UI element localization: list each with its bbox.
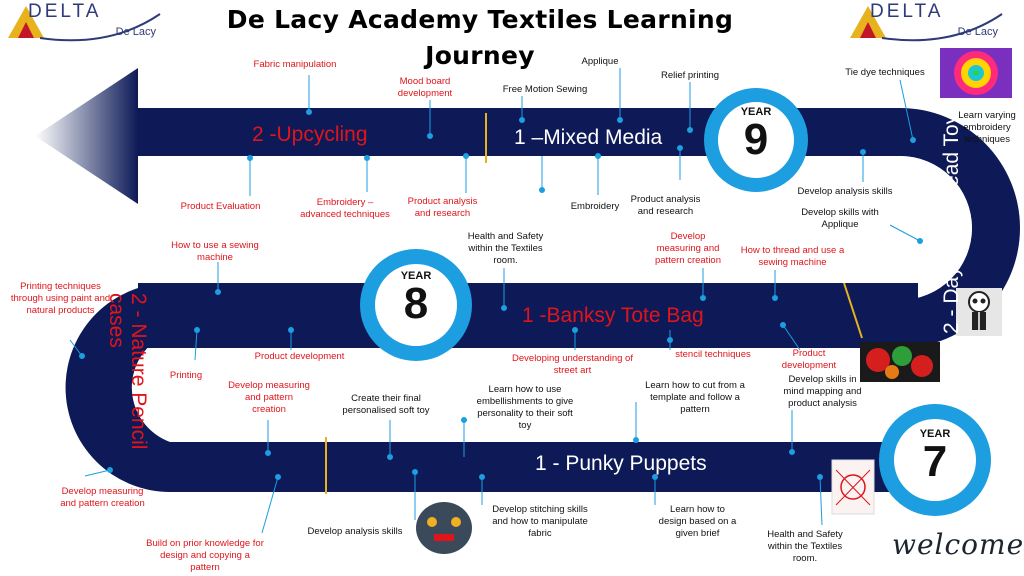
delta-logo-right bbox=[842, 0, 1002, 40]
topic-label: Fabric manipulation bbox=[253, 59, 337, 70]
topic-label: Relief printing bbox=[660, 70, 720, 81]
arrow-head bbox=[35, 68, 138, 204]
logo-sub: De Lacy bbox=[957, 26, 998, 38]
topic-label: Develop measuring and pattern creation bbox=[60, 486, 145, 509]
project-upcycling: 2 -Upcycling bbox=[252, 123, 368, 146]
topic-label: Printing bbox=[169, 370, 203, 381]
topic-label: Developing understanding of street art bbox=[512, 353, 633, 376]
project-nature-pencil-cases: 2 - Nature Pencil cases bbox=[105, 293, 150, 450]
project-punky-puppets: 1 - Punky Puppets bbox=[535, 452, 707, 475]
topic-label: Mood board development bbox=[397, 76, 453, 99]
sketch-image bbox=[832, 460, 874, 514]
topic-label: Product development bbox=[781, 348, 837, 371]
year-number: 9 bbox=[743, 115, 769, 164]
logo-word: DELTA bbox=[870, 1, 944, 22]
topic-label: Health and Safety within the Textiles room. bbox=[767, 529, 843, 564]
topic-label: Tie dye techniques bbox=[845, 67, 925, 78]
year-label: YEAR bbox=[400, 270, 432, 282]
topic-label: Embroidery bbox=[570, 201, 620, 212]
topic-label: Applique bbox=[581, 56, 619, 67]
topic-label: Printing techniques through using paint and natural products bbox=[10, 281, 111, 316]
topic-label: Develop measuring and pattern creation bbox=[228, 380, 310, 415]
topic-label: Develop analysis skills bbox=[307, 526, 403, 537]
topic-label: Product Evaluation bbox=[180, 201, 261, 212]
year-number: 8 bbox=[403, 279, 429, 328]
topic-label: How to thread and use a sewing machine bbox=[740, 245, 845, 268]
year-label: YEAR bbox=[919, 428, 951, 440]
year-8-badge bbox=[386, 270, 446, 326]
topic-label: Embroidery – advanced techniques bbox=[300, 197, 390, 220]
puppet-toy-image bbox=[416, 502, 472, 554]
topic-label: Develop stitching skills and how to manipulate fabric bbox=[492, 504, 588, 539]
topic-label: Learn how to design based on a given brief bbox=[658, 504, 737, 539]
topic-label: Develop skills in mind mapping and product analysis bbox=[783, 374, 862, 409]
topic-label: How to use a sewing machine bbox=[171, 240, 259, 263]
printed-case-image bbox=[860, 342, 940, 382]
topic-label: Learn how to cut from a template and follow a pattern bbox=[645, 380, 745, 415]
topic-label: Learn varying embroidery techniques bbox=[958, 110, 1016, 145]
topic-label: Product analysis and research bbox=[630, 194, 701, 217]
year-label: YEAR bbox=[740, 106, 772, 118]
topic-label: Product analysis and research bbox=[407, 196, 478, 219]
topic-label: Develop analysis skills bbox=[797, 186, 893, 197]
topic-label: Build on prior knowledge for design and copying a pattern bbox=[146, 538, 264, 573]
page-title: De Lacy Academy Textiles Learning Journey bbox=[226, 5, 734, 70]
year-number: 7 bbox=[922, 437, 948, 486]
logo-sub: De Lacy bbox=[115, 26, 156, 38]
welcome-text: welcome bbox=[892, 528, 1024, 561]
delta-logo-left bbox=[0, 0, 160, 40]
topic-label: Develop measuring and pattern creation bbox=[654, 231, 721, 266]
topic-label: Create their final personalised soft toy bbox=[342, 393, 430, 416]
topic-label: Develop skills with Applique bbox=[801, 207, 879, 230]
year-9-badge bbox=[726, 106, 786, 162]
logo-word: DELTA bbox=[28, 1, 102, 22]
topic-label: Product development bbox=[254, 351, 345, 362]
project-day-of-dead-toy: 2 - Day of the Dead Toy bbox=[940, 113, 963, 334]
year-7-badge bbox=[905, 428, 965, 484]
topic-label: stencil techniques bbox=[675, 349, 751, 360]
project-banksy-tote-bag: 1 -Banksy Tote Bag bbox=[522, 304, 704, 327]
topic-label: Health and Safety within the Textiles room. bbox=[467, 231, 544, 266]
topic-label: Free Motion Sewing bbox=[502, 84, 588, 95]
project-mixed-media: 1 –Mixed Media bbox=[514, 126, 663, 149]
tie-dye-image bbox=[940, 48, 1012, 98]
topic-label: Learn how to use embellishments to give personality to their soft toy bbox=[476, 384, 574, 431]
